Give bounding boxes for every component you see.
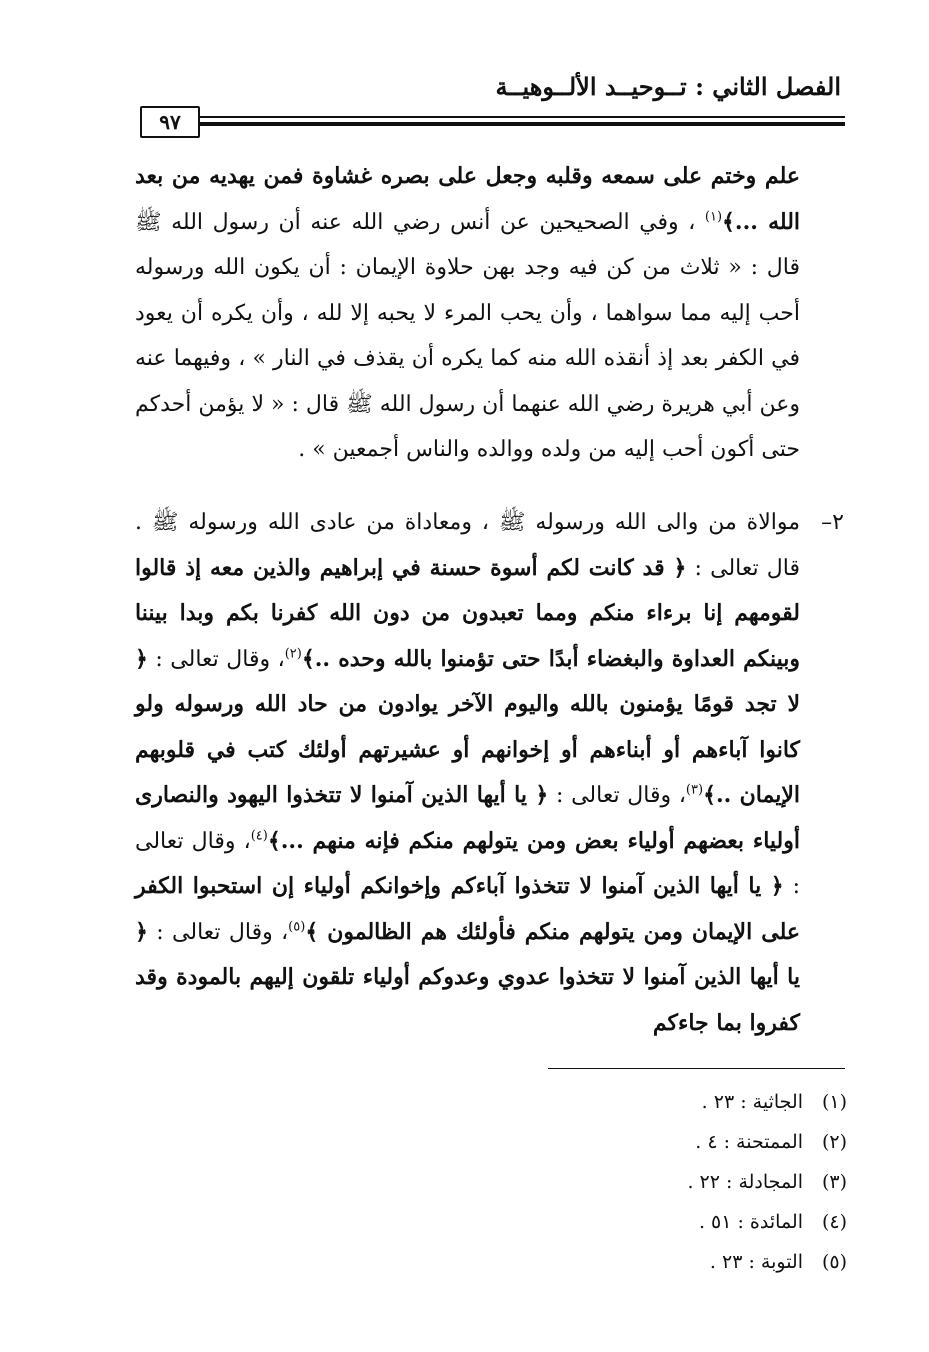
footnote-item: [427, 1162, 847, 1202]
footnote-text: الممتحنة : ٤ .: [695, 1131, 803, 1153]
footnote-item: [427, 1202, 847, 1242]
quran-quote: ﴿ قد كانت لكم أسوة حسنة في إبراهيم والذين معه إذ قالوا لقومهم إنا برءاء منكم ومما تعبدون من دون الله كفرنا بكم وبدا بيننا وبينكم العداوة والبغضاء أبدًا حتى تؤمنوا بالله وحده ..﴾: [135, 554, 800, 672]
quran-quote: ﴿ يا أيها الذين آمنوا لا تتخذوا عدوي وعدوكم أولياء تلقون إليهم بالمودة وقد كفروا بما جاءكم: [135, 918, 800, 1036]
paragraph-text: ، وفي الصحيحين عن أنس رضي الله عنه أن رسول الله ﷺ قال : « ثلاث من كن فيه وجد بهن حلاوة الإيمان : أن يكون الله ورسوله أحب إليه مما سواهما ، وأن يحب المرء لا يحبه إلا لله ، وأن يكره أن يعود في الكفر بعد إذ أنقذه الله منه كما يكره أن يقذف في النار » ، وفيهما عنه وعن أبي هريرة رضي الله عنهما أن رسول الله ﷺ قال : « لا يؤمن أحدكم حتى أكون أحب إليه من ولده ووالده والناس أجمعين » .: [135, 209, 800, 462]
footnote-item: [427, 1122, 847, 1162]
footnote-text: المائدة : ٥١ .: [698, 1211, 803, 1233]
running-title: الفصل الثاني : تــوحيــد الألــوهيــة: [495, 72, 841, 101]
quote-lead: ، وقال تعالى :: [155, 646, 285, 672]
footnote-item: [427, 1242, 847, 1282]
quran-quote: ﴿ لا تجد قومًا يؤمنون بالله واليوم الآخر يوادون من حاد الله ورسوله ولو كانوا آباءهم أو أبناءهم أو إخوانهم أو عشيرتهم أولئك كتب في قلوبهم الإيمان ..﴾: [135, 645, 801, 808]
footnote-text: التوبة : ٢٣ .: [709, 1251, 803, 1273]
quote-lead: ، وقال تعالى :: [135, 828, 800, 899]
footnote-ref: (٥): [288, 919, 306, 935]
footnote-separator: [548, 1068, 845, 1069]
footnote-number: (٢): [821, 1131, 847, 1153]
header-rule-thick: [200, 122, 845, 126]
footnote-ref: (٣): [685, 782, 704, 798]
item-number: ٢–: [821, 510, 844, 535]
footnote-text: الجاثية : ٢٣ .: [701, 1091, 803, 1113]
page-number: ٩٧: [140, 106, 200, 138]
header-rule: [140, 106, 845, 142]
header-rule-thin: [200, 116, 845, 118]
footnote-ref: (١): [704, 209, 723, 225]
footnote-number: (٤): [821, 1211, 847, 1233]
quote-lead: ، وقال تعالى :: [555, 783, 686, 808]
quote-lead: قال تعالى :: [694, 555, 800, 581]
item-intro: موالاة من والى الله ورسوله ﷺ ، ومعاداة من عادى الله ورسوله ﷺ .: [135, 510, 800, 535]
footnote-number: (٣): [821, 1171, 847, 1193]
quran-quote: ﴿ يا أيها الذين آمنوا لا تتخذوا آباءكم وإخوانكم أولياء إن استحبوا الكفر على الإيمان ومن يتولهم منكم فأولئك هم الظالمون ﴾: [135, 873, 800, 945]
quote-lead: ، وقال تعالى :: [156, 919, 289, 945]
footnotes: [427, 1082, 847, 1282]
footnote-item: [427, 1082, 847, 1122]
footnote-ref: (٢): [284, 646, 302, 662]
quran-quote: علم وختم على سمعه وقلبه وجعل على بصره غشاوة فمن يهديه من بعد الله ...﴾: [135, 163, 801, 235]
paragraph-2: [135, 500, 800, 1046]
footnote-text: المجادلة : ٢٢ .: [687, 1171, 803, 1193]
paragraph-1: [135, 154, 800, 473]
footnote-number: (٥): [821, 1251, 847, 1273]
footnote-number: (١): [821, 1091, 847, 1113]
footnote-ref: (٤): [250, 828, 268, 844]
quran-quote: ﴿ يا أيها الذين آمنوا لا تتخذوا اليهود والنصارى أولياء بعضهم أولياء بعض ومن يتولهم منكم فإنه منهم ...﴾: [135, 782, 800, 854]
